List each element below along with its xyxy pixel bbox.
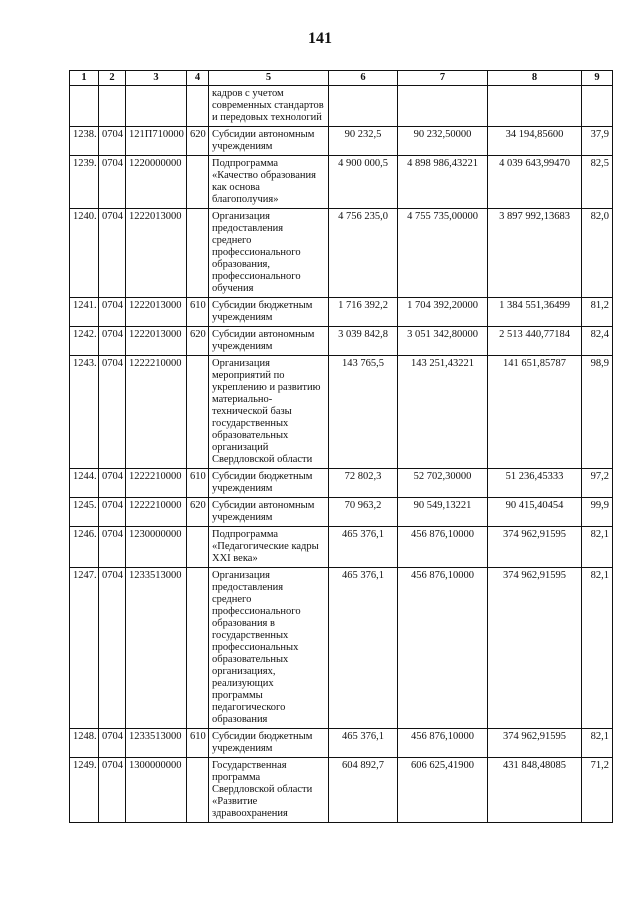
column-header: 7	[398, 71, 488, 86]
target-code: 1233513000	[126, 729, 187, 758]
table-body	[70, 86, 613, 823]
expense-type: 610	[187, 298, 209, 327]
budget-amount: 1 704 392,20000	[398, 298, 488, 327]
execution-percent: 81,2	[582, 298, 613, 327]
section-code: 0704	[99, 469, 126, 498]
table-row	[70, 568, 613, 729]
budget-amount	[398, 86, 488, 127]
expense-type	[187, 86, 209, 127]
execution-percent: 98,9	[582, 356, 613, 469]
item-name: Государственная программа Свердловской области «Развитие здравоохранения	[209, 758, 329, 823]
item-name: Подпрограмма «Педагогические кадры XXI века»	[209, 527, 329, 568]
column-header: 9	[582, 71, 613, 86]
approved-amount: 90 232,5	[329, 127, 398, 156]
item-name: Субсидии автономным учреждениям	[209, 498, 329, 527]
column-header: 8	[488, 71, 582, 86]
row-number: 1242.	[70, 327, 99, 356]
execution-percent: 82,1	[582, 568, 613, 729]
execution-percent: 97,2	[582, 469, 613, 498]
row-number: 1244.	[70, 469, 99, 498]
approved-amount: 465 376,1	[329, 568, 398, 729]
approved-amount: 1 716 392,2	[329, 298, 398, 327]
target-code: 1220000000	[126, 156, 187, 209]
target-code: 1222013000	[126, 298, 187, 327]
section-code: 0704	[99, 298, 126, 327]
approved-amount: 604 892,7	[329, 758, 398, 823]
executed-amount: 141 651,85787	[488, 356, 582, 469]
table-row	[70, 469, 613, 498]
row-number: 1240.	[70, 209, 99, 298]
section-code	[99, 86, 126, 127]
table-row	[70, 356, 613, 469]
budget-amount: 456 876,10000	[398, 568, 488, 729]
budget-amount: 4 755 735,00000	[398, 209, 488, 298]
budget-amount: 3 051 342,80000	[398, 327, 488, 356]
item-name: Организация предоставления среднего профессионального образования в государственных профессиональных образовательных организациях, реализующих программы педагогического образования	[209, 568, 329, 729]
approved-amount: 4 756 235,0	[329, 209, 398, 298]
target-code: 1222210000	[126, 498, 187, 527]
executed-amount: 431 848,48085	[488, 758, 582, 823]
executed-amount: 34 194,85600	[488, 127, 582, 156]
table-row	[70, 86, 613, 127]
item-name: Субсидии бюджетным учреждениям	[209, 298, 329, 327]
target-code: 1222210000	[126, 356, 187, 469]
table-row	[70, 327, 613, 356]
item-name: кадров с учетом современных стандартов и передовых технологий	[209, 86, 329, 127]
budget-amount: 456 876,10000	[398, 729, 488, 758]
expense-type: 620	[187, 127, 209, 156]
page-number: 141	[308, 30, 332, 47]
row-number: 1243.	[70, 356, 99, 469]
section-code: 0704	[99, 758, 126, 823]
table-row	[70, 298, 613, 327]
section-code: 0704	[99, 209, 126, 298]
column-header: 6	[329, 71, 398, 86]
executed-amount: 1 384 551,36499	[488, 298, 582, 327]
target-code: 1222013000	[126, 209, 187, 298]
section-code: 0704	[99, 527, 126, 568]
execution-percent: 99,9	[582, 498, 613, 527]
column-header: 3	[126, 71, 187, 86]
expense-type: 610	[187, 729, 209, 758]
execution-percent: 82,1	[582, 527, 613, 568]
expense-type	[187, 356, 209, 469]
column-header: 2	[99, 71, 126, 86]
executed-amount: 51 236,45333	[488, 469, 582, 498]
expense-type: 620	[187, 498, 209, 527]
item-name: Организация предоставления среднего профессионального образования, профессионального обучения	[209, 209, 329, 298]
expense-type	[187, 156, 209, 209]
budget-amount: 143 251,43221	[398, 356, 488, 469]
target-code: 1222013000	[126, 327, 187, 356]
budget-amount: 90 549,13221	[398, 498, 488, 527]
target-code: 1222210000	[126, 469, 187, 498]
execution-percent	[582, 86, 613, 127]
table-row	[70, 127, 613, 156]
row-number: 1247.	[70, 568, 99, 729]
target-code: 1233513000	[126, 568, 187, 729]
budget-amount: 606 625,41900	[398, 758, 488, 823]
approved-amount: 3 039 842,8	[329, 327, 398, 356]
table-row	[70, 729, 613, 758]
expense-type	[187, 527, 209, 568]
approved-amount: 4 900 000,5	[329, 156, 398, 209]
section-code: 0704	[99, 127, 126, 156]
executed-amount: 374 962,91595	[488, 527, 582, 568]
approved-amount: 72 802,3	[329, 469, 398, 498]
target-code: 1230000000	[126, 527, 187, 568]
executed-amount: 90 415,40454	[488, 498, 582, 527]
approved-amount	[329, 86, 398, 127]
approved-amount: 465 376,1	[329, 729, 398, 758]
executed-amount: 4 039 643,99470	[488, 156, 582, 209]
table-row	[70, 156, 613, 209]
item-name: Организация мероприятий по укреплению и развитию материально- технической базы государственных образовательных организаций Свердловской области	[209, 356, 329, 469]
column-header: 1	[70, 71, 99, 86]
executed-amount: 374 962,91595	[488, 729, 582, 758]
expense-type: 620	[187, 327, 209, 356]
target-code: 121П710000	[126, 127, 187, 156]
item-name: Субсидии бюджетным учреждениям	[209, 469, 329, 498]
table-row	[70, 498, 613, 527]
executed-amount: 374 962,91595	[488, 568, 582, 729]
target-code: 1300000000	[126, 758, 187, 823]
row-number: 1241.	[70, 298, 99, 327]
execution-percent: 82,0	[582, 209, 613, 298]
budget-amount: 4 898 986,43221	[398, 156, 488, 209]
section-code: 0704	[99, 156, 126, 209]
section-code: 0704	[99, 568, 126, 729]
budget-table	[69, 70, 613, 823]
execution-percent: 82,5	[582, 156, 613, 209]
executed-amount: 3 897 992,13683	[488, 209, 582, 298]
section-code: 0704	[99, 356, 126, 469]
executed-amount: 2 513 440,77184	[488, 327, 582, 356]
row-number	[70, 86, 99, 127]
expense-type	[187, 568, 209, 729]
budget-amount: 90 232,50000	[398, 127, 488, 156]
execution-percent: 82,4	[582, 327, 613, 356]
row-number: 1239.	[70, 156, 99, 209]
table-row	[70, 527, 613, 568]
expense-type	[187, 209, 209, 298]
column-header: 5	[209, 71, 329, 86]
approved-amount: 465 376,1	[329, 527, 398, 568]
expense-type	[187, 758, 209, 823]
table-row	[70, 209, 613, 298]
executed-amount	[488, 86, 582, 127]
item-name: Подпрограмма «Качество образования как основа благополучия»	[209, 156, 329, 209]
execution-percent: 37,9	[582, 127, 613, 156]
item-name: Субсидии автономным учреждениям	[209, 127, 329, 156]
approved-amount: 143 765,5	[329, 356, 398, 469]
expense-type: 610	[187, 469, 209, 498]
row-number: 1249.	[70, 758, 99, 823]
budget-amount: 456 876,10000	[398, 527, 488, 568]
row-number: 1238.	[70, 127, 99, 156]
column-header: 4	[187, 71, 209, 86]
section-code: 0704	[99, 498, 126, 527]
budget-amount: 52 702,30000	[398, 469, 488, 498]
row-number: 1245.	[70, 498, 99, 527]
section-code: 0704	[99, 327, 126, 356]
row-number: 1246.	[70, 527, 99, 568]
execution-percent: 71,2	[582, 758, 613, 823]
target-code	[126, 86, 187, 127]
item-name: Субсидии бюджетным учреждениям	[209, 729, 329, 758]
approved-amount: 70 963,2	[329, 498, 398, 527]
header-row	[70, 71, 613, 86]
item-name: Субсидии автономным учреждениям	[209, 327, 329, 356]
table-row	[70, 758, 613, 823]
row-number: 1248.	[70, 729, 99, 758]
execution-percent: 82,1	[582, 729, 613, 758]
section-code: 0704	[99, 729, 126, 758]
